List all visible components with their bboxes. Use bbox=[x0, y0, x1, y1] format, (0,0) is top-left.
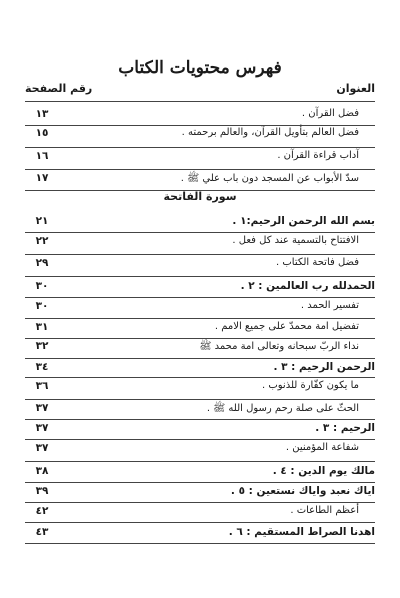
index-entry-text: اهدنا الصراط المستقيم : ٦ . bbox=[228, 526, 375, 538]
index-entry-text: الحثّ على صلة رحم رسول الله ﷺ . bbox=[206, 403, 359, 414]
index-row bbox=[25, 127, 375, 145]
row-rule bbox=[25, 190, 375, 191]
index-entry-text: الرحيم : ٣ . bbox=[315, 422, 375, 434]
index-entry-text: ما يكون كفّارة للذنوب . bbox=[261, 380, 359, 391]
index-entry-text: فضل العالم بتأويل القرآن، والعالم برحمته . bbox=[181, 127, 359, 138]
index-entry-page: ٣٧ bbox=[35, 422, 49, 434]
row-rule bbox=[25, 169, 375, 170]
index-entry-page: ١٧ bbox=[35, 172, 49, 184]
row-rule bbox=[25, 254, 375, 255]
index-entry-page: ٣٦ bbox=[35, 380, 49, 392]
row-rule bbox=[25, 232, 375, 233]
index-row bbox=[25, 505, 375, 523]
index-row bbox=[25, 465, 375, 483]
index-row bbox=[25, 235, 375, 253]
index-entry-page: ٤٣ bbox=[35, 526, 49, 538]
index-entry-page: ٤٢ bbox=[35, 505, 49, 517]
row-rule bbox=[25, 276, 375, 277]
row-rule bbox=[25, 125, 375, 126]
index-entry-page: ٣٧ bbox=[35, 442, 49, 454]
index-entry-page: ١٣ bbox=[35, 108, 49, 120]
index-entry-page: ٣٠ bbox=[35, 280, 49, 292]
index-entry-page: ٣٠ bbox=[35, 300, 49, 312]
row-rule bbox=[25, 419, 375, 420]
index-entry-page: ١٦ bbox=[35, 150, 49, 162]
index-row bbox=[25, 526, 375, 544]
index-row bbox=[25, 108, 375, 126]
index-entry-page: ٢٩ bbox=[35, 257, 49, 269]
index-entry-page: ٣٢ bbox=[35, 340, 49, 352]
index-entry-text: الحمدلله رب العالمين : ٢ . bbox=[240, 280, 375, 292]
index-row bbox=[25, 172, 375, 190]
row-rule bbox=[25, 399, 375, 400]
row-rule bbox=[25, 439, 375, 440]
index-row bbox=[25, 422, 375, 440]
index-entry-text: سدّ الأبواب عن المسجد دون باب علي ﷺ . bbox=[180, 173, 359, 184]
index-entry-text: فضل القرآن . bbox=[301, 108, 359, 119]
index-row bbox=[25, 280, 375, 298]
index-row bbox=[25, 380, 375, 398]
row-rule bbox=[25, 358, 375, 359]
section-title: سورة الفاتحة bbox=[163, 190, 237, 203]
index-entry-text: بسم الله الرحمن الرحيم:١ . bbox=[232, 215, 375, 227]
index-row bbox=[25, 257, 375, 275]
index-entry-text: آداب قراءة القرآن . bbox=[277, 150, 359, 161]
index-row bbox=[25, 340, 375, 358]
index-row bbox=[25, 215, 375, 233]
index-row bbox=[25, 321, 375, 339]
index-entry-text: الافتتاح بالتسمية عند كل فعل . bbox=[232, 235, 359, 246]
index-row bbox=[25, 402, 375, 420]
subject-column-label: العنوان bbox=[336, 82, 375, 95]
row-rule bbox=[25, 482, 375, 483]
index-entry-text: شفاعة المؤمنين . bbox=[285, 442, 359, 453]
index-row bbox=[25, 485, 375, 503]
row-rule bbox=[25, 377, 375, 378]
index-entry-page: ٢٢ bbox=[35, 235, 49, 247]
index-entry-text: اياك نعبد واياك نستعين : ٥ . bbox=[230, 485, 375, 497]
index-entry-text: تفضيل امة محمدّ على جميع الامم . bbox=[214, 321, 359, 332]
index-entry-page: ٣٩ bbox=[35, 485, 49, 497]
index-entry-text: الرحمن الرحيم : ٣ . bbox=[273, 361, 375, 373]
row-rule bbox=[25, 318, 375, 319]
row-rule bbox=[25, 543, 375, 544]
row-rule bbox=[25, 522, 375, 523]
index-row bbox=[25, 300, 375, 318]
index-entry-page: ٢١ bbox=[35, 215, 49, 227]
index-entry-text: أعظم الطاعات . bbox=[290, 505, 359, 516]
index-entry-page: ١٥ bbox=[35, 127, 49, 139]
index-row bbox=[25, 150, 375, 168]
index-entry-page: ٣١ bbox=[35, 321, 49, 333]
page-title: فهرس محتويات الكتاب bbox=[118, 58, 282, 78]
index-entry-page: ٣٨ bbox=[35, 465, 49, 477]
index-entry-page: ٣٧ bbox=[35, 402, 49, 414]
row-rule bbox=[25, 147, 375, 148]
row-rule bbox=[25, 297, 375, 298]
index-entry-text: مالك يوم الدين : ٤ . bbox=[272, 465, 375, 477]
row-rule bbox=[25, 338, 375, 339]
row-rule bbox=[25, 502, 375, 503]
index-row bbox=[25, 442, 375, 460]
index-entry-text: فضل فاتحة الكتاب . bbox=[276, 257, 359, 268]
index-entry-text: تفسير الحمد . bbox=[300, 300, 359, 311]
row-rule bbox=[25, 461, 375, 462]
index-entry-text: نداء الربّ سبحانه وتعالى امة محمد ﷺ bbox=[199, 341, 359, 352]
page-column-label: رقم الصفحة bbox=[25, 82, 93, 95]
index-entry-page: ٣٤ bbox=[35, 361, 49, 373]
